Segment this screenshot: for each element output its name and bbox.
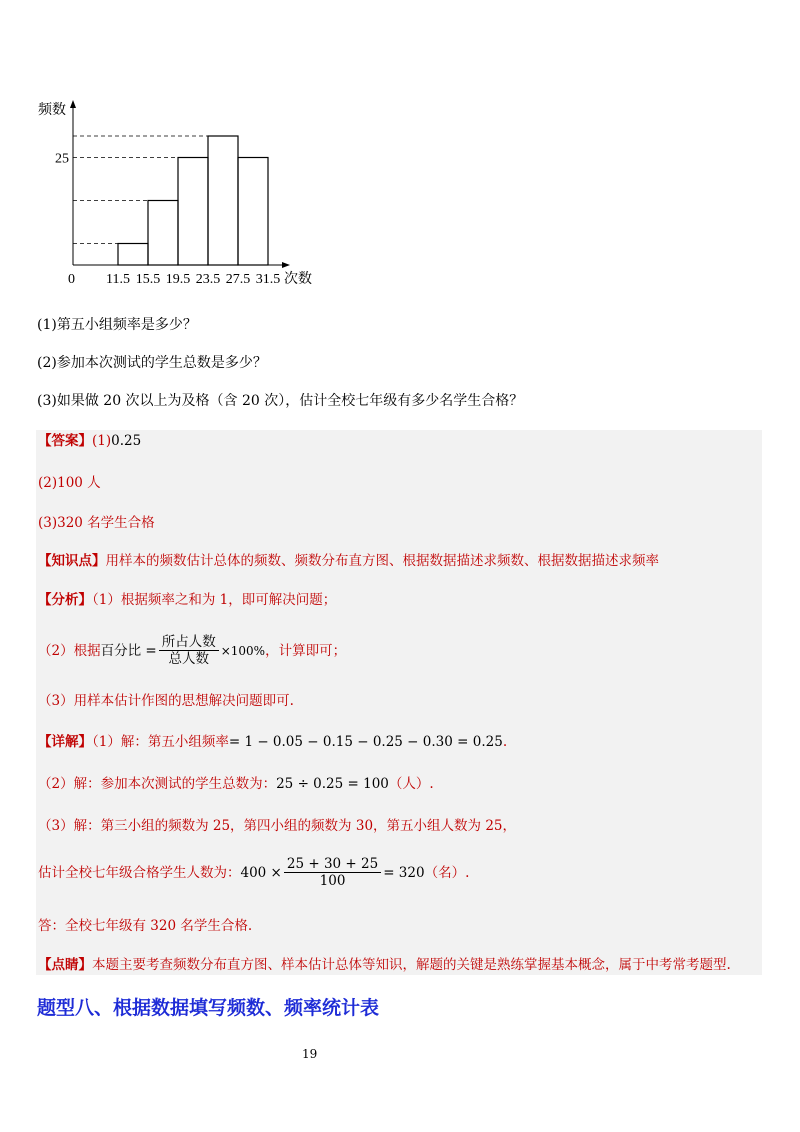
estimate-denominator: 100 (319, 873, 346, 889)
x-tick-label: 23.5 (195, 272, 221, 287)
answer-line-3: (3)320 名学生合格 (38, 515, 155, 531)
x-axis-label: 次数 (284, 272, 312, 287)
estimate-fraction (284, 856, 381, 889)
detail-end-1: . (502, 734, 508, 750)
origin-label: 0 (68, 272, 75, 287)
histogram-bar (148, 201, 178, 266)
x-tick-label: 19.5 (165, 272, 191, 287)
detail-math-2: 25 ÷ 0.25 = 100 (276, 776, 389, 792)
analysis-2-suffix: ，计算即可； (265, 642, 347, 659)
detail-text-1: （1）解：第五小组频率 (92, 734, 229, 750)
x-tick-label: 27.5 (225, 272, 251, 287)
x-tick-label: 15.5 (135, 272, 161, 287)
comment-tag: 【点睛】 (38, 957, 92, 973)
analysis-2-prefix: （2）根据 (38, 642, 101, 659)
formula-right: ×100% (220, 643, 266, 658)
x-tick-label: 31.5 (255, 272, 281, 287)
analysis-tag: 【分析】 (38, 592, 92, 608)
formula-left: 百分比 = (100, 642, 157, 659)
answer-1-prefix: (1) (92, 433, 112, 449)
comment-text: 本题主要考查频数分布直方图、样本估计总体等知识，解题的关键是熟练掌握基本概念，属于中考常考题型. (92, 957, 731, 973)
question-1: (1)第五小组频率是多少？ (37, 317, 197, 333)
section-heading: 题型八、根据数据填写频数、频率统计表 (37, 997, 380, 1019)
detail-line-3: （3）解：第三小组的频数为 25，第四小组的频数为 30，第五小组人数为 25， (38, 818, 516, 834)
comment-line (38, 956, 731, 974)
frequency-histogram (0, 0, 800, 300)
detail-math-1: = 1 − 0.05 − 0.15 − 0.25 − 0.30 = 0.25 (228, 734, 503, 750)
fraction-denominator: 总人数 (168, 651, 209, 667)
analysis-line-1 (38, 591, 336, 609)
estimate-numerator: 25 + 30 + 25 (284, 856, 381, 873)
histogram-bar (208, 136, 238, 265)
question-2: (2)参加本次测试的学生总数是多少？ (37, 355, 267, 371)
page-number: 19 (302, 1047, 318, 1061)
detail-text-4: 估计全校七年级合格学生人数为： (38, 864, 241, 881)
fraction-numerator: 所占人数 (159, 634, 219, 651)
detail-line-5: 答：全校七年级有 320 名学生合格. (38, 918, 253, 934)
detail-line-4 (38, 856, 469, 889)
knowledge-line (38, 552, 659, 570)
y-axis-arrow (70, 100, 76, 108)
histogram-bar (118, 244, 148, 266)
detail-line-2 (38, 775, 434, 793)
y-axis-label: 频数 (38, 103, 66, 118)
analysis-line-2 (38, 634, 346, 667)
detail-line-1 (38, 733, 507, 751)
knowledge-text: 用样本的频数估计总体的频数、频数分布直方图、根据数据描述求频数、根据数据描述求频率 (105, 553, 659, 569)
detail-math-4-right: = 320 (383, 864, 425, 881)
knowledge-tag: 【知识点】 (38, 553, 106, 569)
detail-tag: 【详解】 (38, 734, 92, 750)
question-3: (3)如果做 20 次以上为及格（含 20 次），估计全校七年级有多少名学生合格？ (37, 393, 524, 409)
histogram-bar (178, 158, 208, 266)
answer-1-value: 0.25 (111, 433, 142, 449)
x-axis-arrow (282, 262, 290, 268)
answer-tag: 【答案】 (38, 433, 92, 449)
answer-line-1 (38, 432, 141, 450)
y-tick-label: 25 (55, 151, 69, 167)
x-tick-label: 11.5 (106, 272, 130, 287)
answer-line-2: (2)100 人 (38, 475, 101, 491)
detail-text-2: （2）解：参加本次测试的学生总数为： (38, 776, 277, 792)
analysis-line-3: （3）用样本估计作图的思想解决问题即可. (38, 693, 294, 709)
histogram-bar (238, 158, 268, 266)
detail-end-4: （名）. (424, 864, 470, 881)
analysis-text-1: （1）根据频率之和为 1，即可解决问题； (92, 592, 337, 608)
percent-fraction (159, 634, 219, 667)
detail-end-2: （人）. (388, 776, 434, 792)
detail-math-4-left: 400 × (240, 864, 282, 881)
